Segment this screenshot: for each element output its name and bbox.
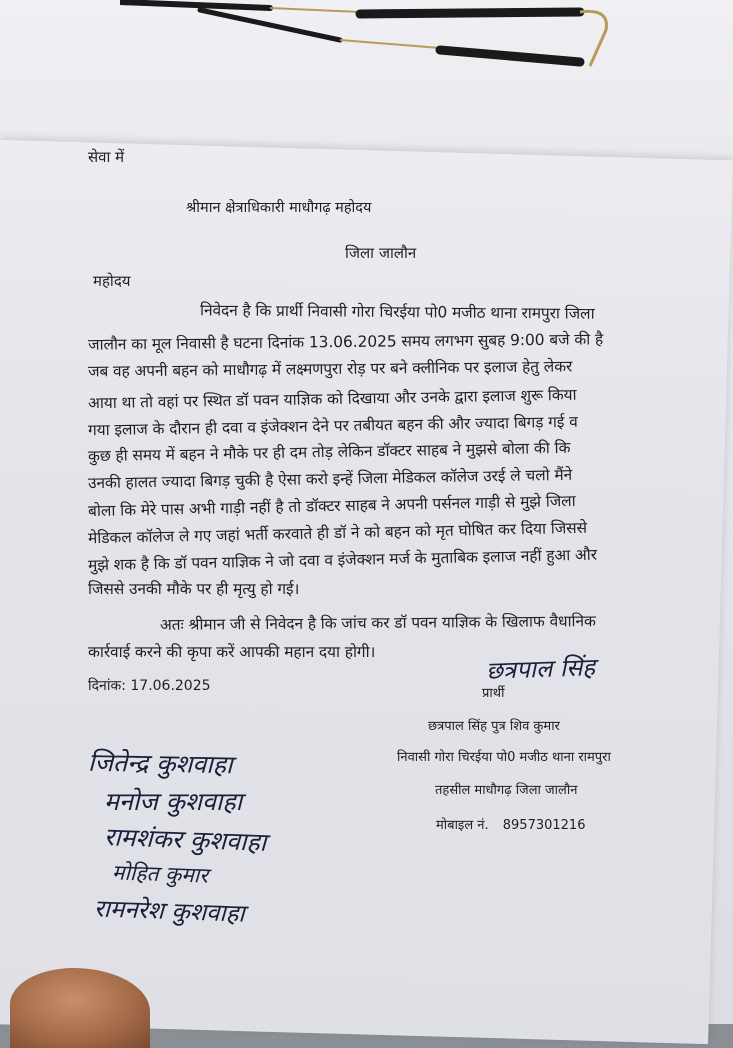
sender-address: निवासी गोरा चिरईया पो0 मजीठ थाना रामपुरा	[397, 750, 611, 765]
sender-tehsil: तहसील माधौगढ़ जिला जालौन	[435, 783, 578, 798]
witness-3: रामशंकर कुशवाहा	[103, 822, 267, 857]
body-line-11: जिससे उनकी मौके पर ही मृत्यु हो गई।	[88, 580, 300, 598]
witness-5: रामनरेश कुशवाहा	[93, 894, 246, 928]
district: जिला जालौन	[345, 244, 417, 262]
body-line-4: आया था तो वहां पर स्थित डॉ पवन याज्ञिक को दिखाया और उनके द्वारा इलाज शुरू किया	[87, 385, 577, 413]
salutation: सेवा में	[88, 148, 125, 166]
letter-date: दिनांक: 17.06.2025	[88, 678, 211, 694]
applicant-signature: छत्रपाल सिंह	[485, 653, 596, 685]
witness-2: मनोज कुशवाहा	[104, 787, 243, 816]
body-line-3: जब वह अपनी बहन को माधौगढ़ में लक्ष्मणपुरा रोड़ पर बने क्लीनिक पर इलाज हेतु लेकर	[87, 357, 573, 381]
applicant-label: प्रार्थी	[482, 686, 505, 701]
sender-mobile	[436, 815, 585, 833]
body-line-10: मुझे शक है कि डॉ पवन याज्ञिक ने जो दवा व इंजेक्शन मर्ज के मुताबिक इलाज नहीं हुआ और	[87, 545, 598, 575]
witness-4: मोहित कुमार	[111, 860, 209, 888]
eyeglasses-icon	[120, 0, 620, 80]
body-line-6: कुछ ही समय में बहन ने मौके पर ही दम तोड़ लेकिन डॉक्टर साहब ने मुझसे बोला की कि	[87, 438, 571, 466]
greeting: महोदय	[93, 272, 131, 290]
body-line-1: निवेदन है कि प्रार्थी निवासी गोरा चिरईया पो0 मजीठ थाना रामपुरा जिला	[199, 301, 595, 323]
body-line-8: बोला कि मेरे पास अभी गाड़ी नहीं है तो डॉक्टर साहब ने अपनी पर्सनल गाड़ी से मुझे जिला	[87, 491, 576, 521]
body-line-9: मेडिकल कॉलेज ले गए जहां भर्ती करवाते ही डॉ ने को बहन को मृत घोषित कर दिया जिससे	[87, 518, 588, 548]
body-line-7: उनकी हालत ज्यादा बिगड़ चुकी है ऐसा करो इन्हें जिला मेडिकल कॉलेज उरई ले चलो मैंने	[87, 465, 573, 493]
mobile-number: 8957301216	[502, 818, 586, 833]
body-line-5: गया इलाज के दौरान ही दवा व इंजेक्शन देने पर तबीयत बहन की और ज्यादा बिगड़ गई व	[87, 412, 578, 440]
body-line-2: जालौन का मूल निवासी है घटना दिनांक 13.06.2025 समय लगभग सुबह 9:00 बजे की है	[87, 330, 604, 354]
sender-name: छत्रपाल सिंह पुत्र शिव कुमार	[428, 719, 560, 734]
mobile-label: मोबाइल नं.	[436, 818, 489, 833]
request-line-2: कार्रवाई करने की कृपा करें आपकी महान दया होगी।	[88, 643, 376, 661]
addressee: श्रीमान क्षेत्राधिकारी माधौगढ़ महोदय	[186, 200, 372, 216]
request-line-1: अतः श्रीमान जी से निवेदन है कि जांच कर डॉ पवन याज्ञिक के खिलाफ वैधानिक	[159, 612, 596, 634]
witness-1: जितेन्द्र कुशवाहा	[87, 747, 233, 780]
